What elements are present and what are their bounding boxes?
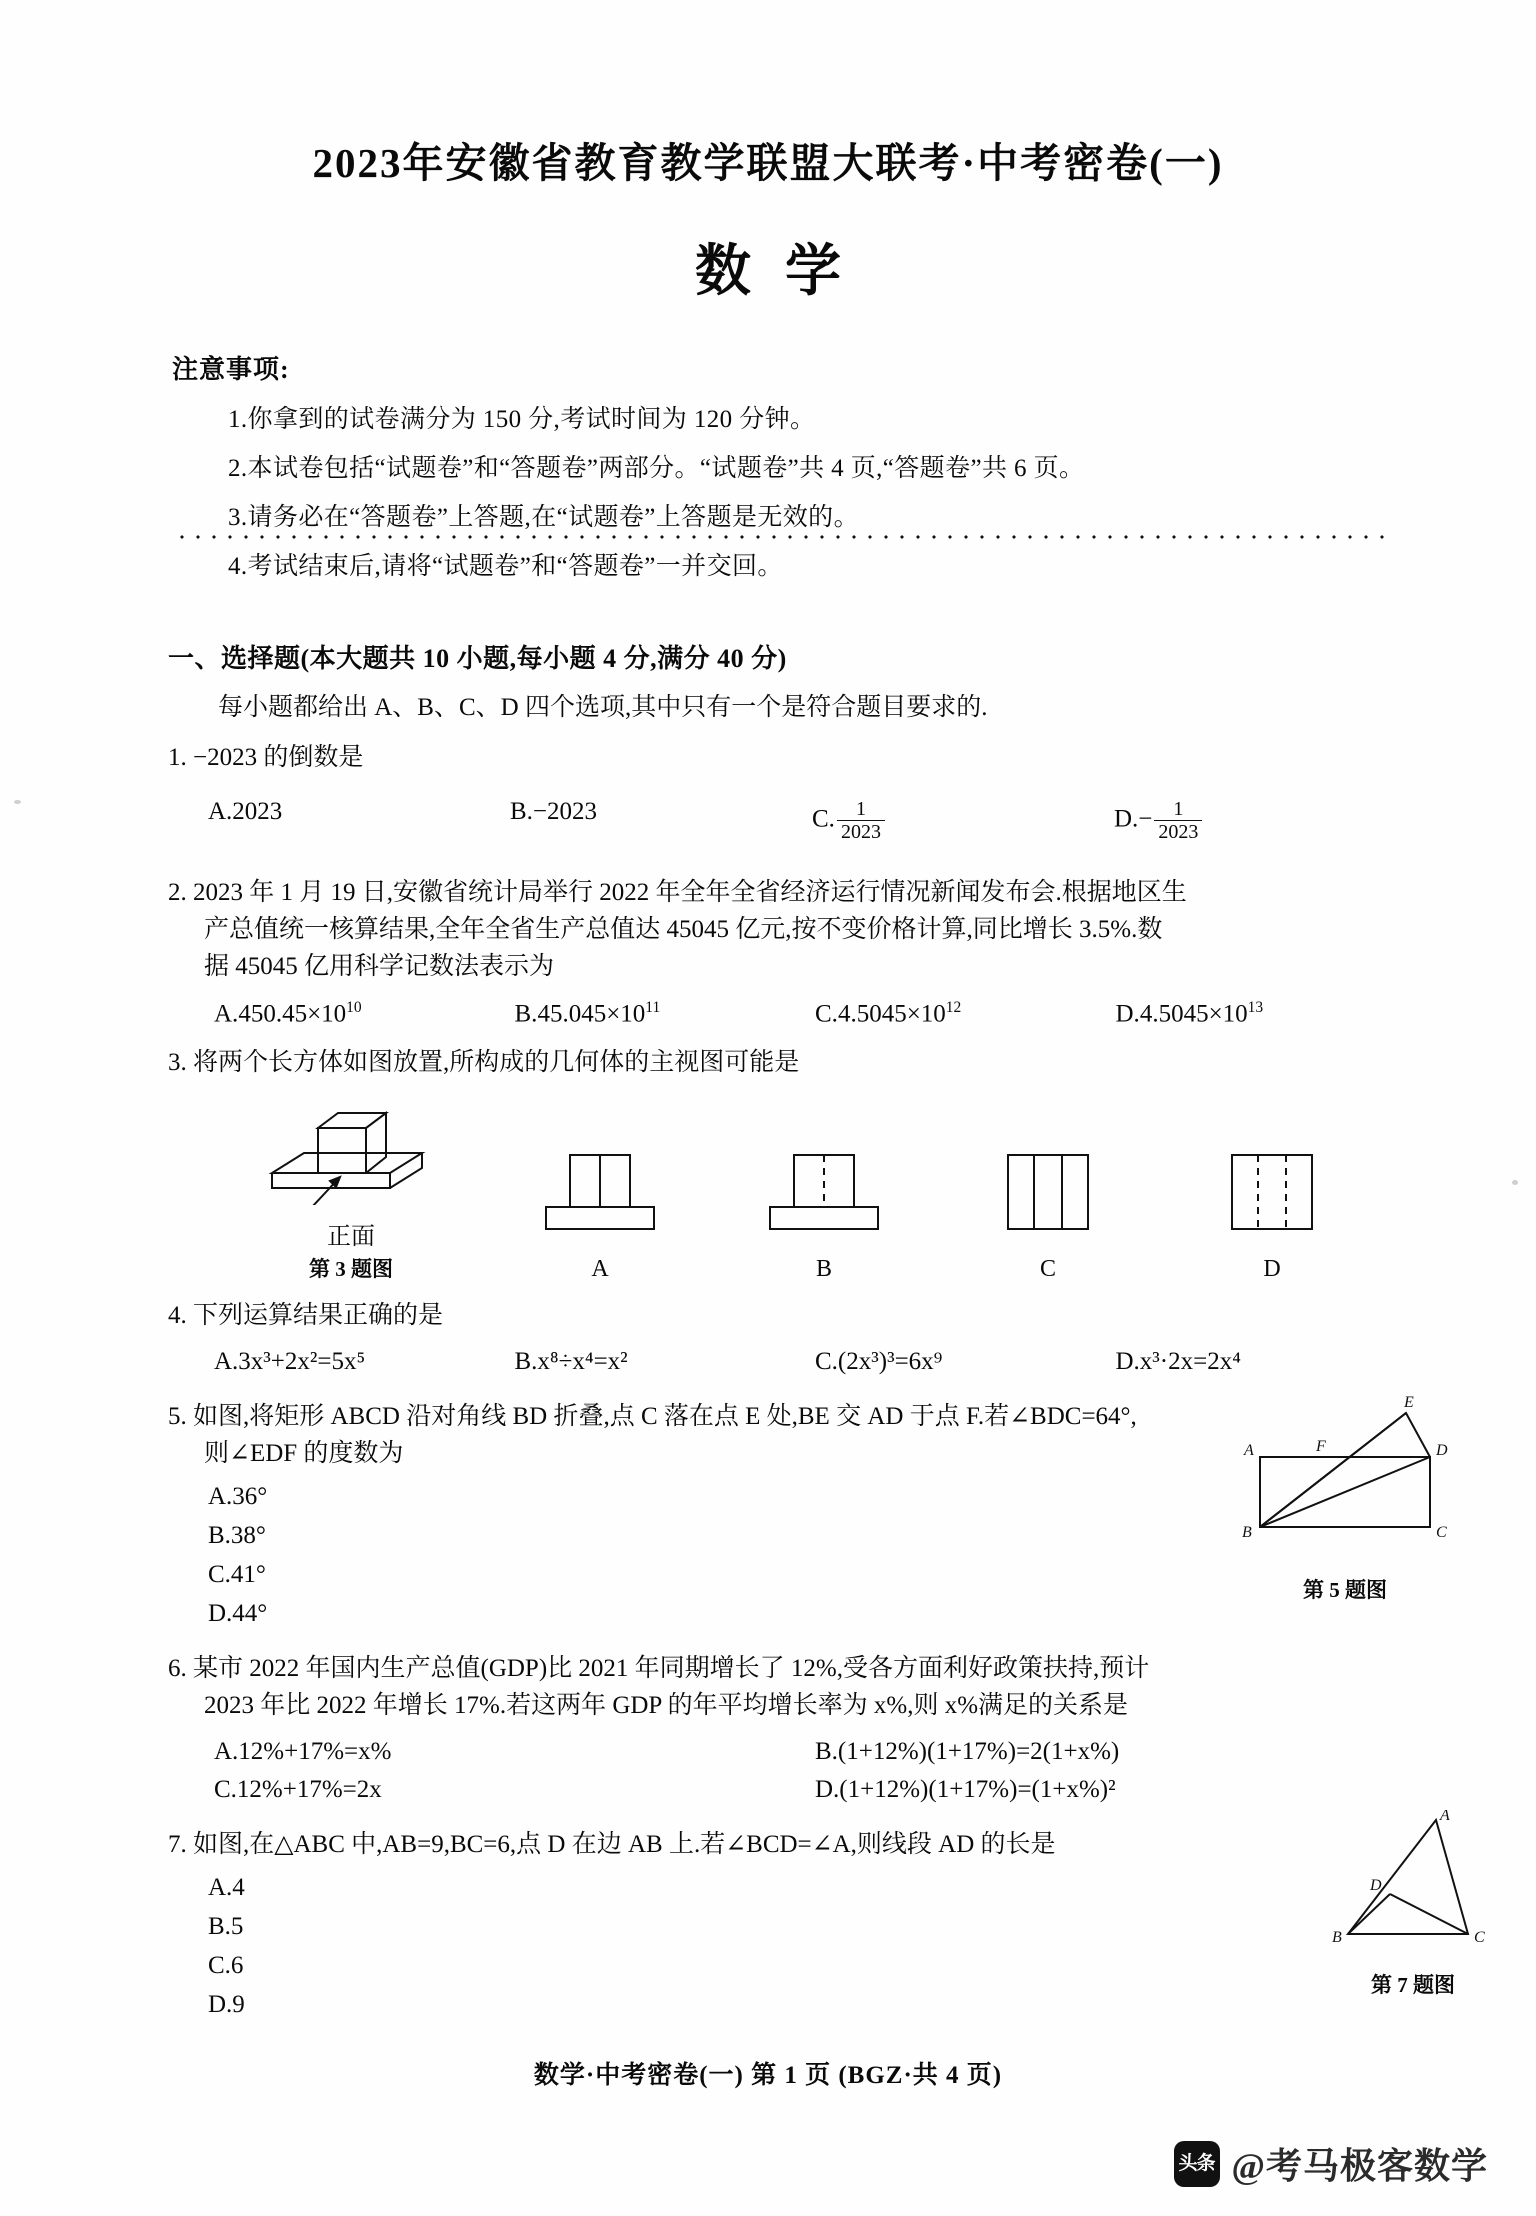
question-5-option-b[interactable]: B.38°: [208, 1522, 266, 1550]
question-2-number: 2.: [168, 878, 187, 906]
question-2-options: [168, 999, 1416, 1028]
question-5-option-c[interactable]: C.41°: [208, 1561, 266, 1589]
question-4-stem: [168, 1297, 1416, 1334]
two-cuboids-diagram: [262, 1095, 440, 1205]
q3-choice-b[interactable]: [760, 1145, 888, 1283]
point-label-E: E: [1404, 1395, 1414, 1411]
question-2-option-a[interactable]: $A.450.45\times 10^{10}$: [214, 998, 362, 1028]
section-heading: 一、选择题(本大题共 10 小题,每小题 4 分,满分 40 分): [168, 644, 787, 673]
question-2-text-line3: 据 45045 亿用科学记数法表示为: [204, 952, 555, 980]
point-label-F: F: [1316, 1438, 1326, 1455]
q3-choice-b-label: B: [815, 1256, 832, 1283]
question-5-number: 5.: [168, 1403, 187, 1431]
question-5-option-a[interactable]: A.36°: [208, 1483, 268, 1511]
point-label-D: D: [1436, 1442, 1448, 1459]
question-7-text: 如图,在△ABC 中,AB=9,BC=6,点 D 在边 AB 上.若∠BCD=∠A,则线段 AD 的长是: [193, 1831, 1056, 1859]
notice-item-3: 3.请务必在“答题卷”上答题,在“试题卷”上答题是无效的。: [172, 497, 1386, 533]
question-6-text-line2: 2023 年比 2022 年增长 17%.若这两年 GDP 的年平均增长率为 x%,则 x%满足的关系是: [204, 1692, 1129, 1720]
watermark: [1174, 2138, 1489, 2189]
question-7-stem: [168, 1826, 1416, 1863]
question-5-option-d[interactable]: D.44°: [208, 1600, 268, 1628]
point-label-B: B: [1332, 1929, 1342, 1946]
question-1-option-d[interactable]: D.− $\frac{1}{2023}$: [1114, 798, 1416, 844]
toutiao-badge-icon: 头条: [1174, 2141, 1220, 2187]
question-3-figures: [0, 1095, 1536, 1283]
question-7-figure: [1318, 1810, 1508, 1999]
question-6-text-line1: 某市 2022 年国内生产总值(GDP)比 2021 年同期增长了 12%,受各方面利好政策扶持,预计: [193, 1655, 1150, 1683]
question-6-options-row2: [168, 1776, 1416, 1804]
question-4-number: 4.: [168, 1302, 187, 1330]
page-footer: 数学·中考密卷(一) 第 1 页 (BGZ·共 4 页): [533, 2062, 1003, 2089]
question-1: [0, 739, 1536, 844]
point-label-C: C: [1474, 1929, 1485, 1946]
question-5-figure-caption: 第 5 题图: [1303, 1578, 1387, 1602]
question-3-number: 3.: [168, 1049, 187, 1077]
question-6: [0, 1650, 1536, 1804]
question-7-option-d[interactable]: D.9: [208, 1991, 245, 2019]
triangle-abc-diagram: [1318, 1810, 1508, 1960]
question-4-option-a[interactable]: A.3x³+2x²=5x⁵: [214, 1348, 366, 1376]
question-7-options: [168, 1874, 1416, 2019]
q3-figure-caption: 第 3 题图: [309, 1257, 393, 1282]
q3-solid-figure: [262, 1095, 440, 1283]
question-1-option-b[interactable]: B.−2023: [510, 798, 598, 825]
question-2-text-line1: 2023 年 1 月 19 日,安徽省统计局举行 2022 年全年全省经济运行情况新闻发布会.根据地区生: [193, 878, 1187, 906]
notice-item-2: 2.本试卷包括“试题卷”和“答题卷”两部分。“试题卷”共 4 页,“答题卷”共 6 页。: [228, 455, 1085, 482]
front-view-b: [760, 1145, 888, 1245]
question-4-options: [168, 1348, 1416, 1376]
section-subheading: 每小题都给出 A、B、C、D 四个选项,其中只有一个是符合题目要求的.: [218, 694, 988, 721]
question-4-option-b[interactable]: B.x⁸÷x⁴=x²: [514, 1348, 628, 1376]
notices-heading: 注意事项:: [172, 355, 290, 384]
question-3-text: 将两个长方体如图放置,所构成的几何体的主视图可能是: [193, 1049, 800, 1077]
point-label-A: A: [1440, 1810, 1450, 1824]
point-label-D: D: [1370, 1877, 1382, 1894]
question-1-number: 1.: [168, 744, 187, 771]
folded-rectangle-diagram: [1220, 1395, 1470, 1565]
exam-title: 2023年安徽省教育教学联盟大联考·中考密卷(一): [312, 140, 1224, 186]
question-2-stem: [168, 874, 1416, 911]
question-6-option-c[interactable]: C.12%+17%=2x: [214, 1776, 382, 1804]
fraction: $\frac{1}{2023}$: [837, 798, 885, 844]
q3-choice-a[interactable]: [536, 1145, 664, 1283]
question-7-number: 7.: [168, 1831, 187, 1859]
q3-front-label: 正面: [327, 1224, 375, 1251]
question-1-options: [168, 798, 1416, 844]
point-label-B: B: [1242, 1524, 1252, 1541]
question-2: [0, 874, 1536, 1028]
question-6-option-d[interactable]: D.(1+12%)(1+17%)=(1+x%)²: [815, 1776, 1116, 1804]
question-5-text-line1: 如图,将矩形 ABCD 沿对角线 BD 折叠,点 C 落在点 E 处,BE 交 AD 于点 F.若∠BDC=64°,: [193, 1403, 1137, 1431]
front-view-a: [536, 1145, 664, 1245]
question-1-option-a[interactable]: A.2023: [208, 798, 283, 825]
question-4: [0, 1297, 1536, 1376]
question-1-stem: [168, 739, 1416, 776]
notice-item-4: 4.考试结束后,请将“试题卷”和“答题卷”一并交回。: [228, 553, 783, 580]
question-4-option-d[interactable]: D.x³·2x=2x⁴: [1115, 1348, 1241, 1376]
q3-choice-d[interactable]: [1208, 1145, 1336, 1283]
question-3-stem: [168, 1044, 1416, 1081]
question-4-text: 下列运算结果正确的是: [193, 1302, 444, 1330]
question-5-figure: [1220, 1395, 1470, 1604]
question-2-option-b[interactable]: $B.45.045\times 10^{11}$: [514, 998, 661, 1028]
question-1-option-c[interactable]: C. $\frac{1}{2023}$: [812, 798, 1114, 844]
notice-item-1: 1.你拿到的试卷满分为 150 分,考试时间为 120 分钟。: [228, 406, 816, 433]
question-1-text: −2023 的倒数是: [193, 744, 364, 771]
q3-choice-c[interactable]: [984, 1145, 1112, 1283]
question-2-option-c[interactable]: $C.4.5045\times 10^{12}$: [815, 998, 962, 1028]
question-6-option-a[interactable]: A.12%+17%=x%: [214, 1738, 392, 1766]
q3-choice-a-label: A: [591, 1256, 609, 1283]
question-6-option-b[interactable]: B.(1+12%)(1+17%)=2(1+x%): [815, 1738, 1120, 1766]
scan-speck: [1512, 1180, 1518, 1185]
notices-block: [0, 349, 1536, 582]
q3-choice-d-label: D: [1263, 1256, 1281, 1283]
fraction: $\frac{1}{2023}$: [1154, 798, 1202, 844]
point-label-C: C: [1436, 1524, 1447, 1541]
question-2-text-line2: 产总值统一核算结果,全年全省生产总值达 45045 亿元,按不变价格计算,同比增长 3.5%.数: [204, 915, 1163, 943]
question-7-option-a[interactable]: A.4: [208, 1874, 245, 1902]
q3-choice-c-label: C: [1039, 1256, 1056, 1283]
question-6-number: 6.: [168, 1655, 187, 1683]
question-7: [0, 1826, 1536, 2019]
front-view-c: [984, 1145, 1112, 1245]
question-3: [0, 1044, 1536, 1081]
question-5-text-line2: 则∠EDF 的度数为: [204, 1440, 404, 1468]
point-label-A: A: [1244, 1442, 1254, 1459]
question-7-option-c[interactable]: C.6: [208, 1952, 244, 1980]
front-view-d: [1208, 1145, 1336, 1245]
question-7-figure-caption: 第 7 题图: [1371, 1973, 1455, 1997]
question-6-stem: [168, 1650, 1416, 1687]
question-7-option-b[interactable]: B.5: [208, 1913, 244, 1941]
question-6-options-row1: [168, 1738, 1416, 1766]
subject-title: 数学: [695, 241, 875, 303]
question-2-option-d[interactable]: $D.4.5045\times 10^{13}$: [1115, 998, 1264, 1028]
watermark-text: @考马极客数学: [1231, 2146, 1488, 2186]
question-4-option-c[interactable]: C.(2x³)³=6x⁹: [815, 1348, 943, 1376]
